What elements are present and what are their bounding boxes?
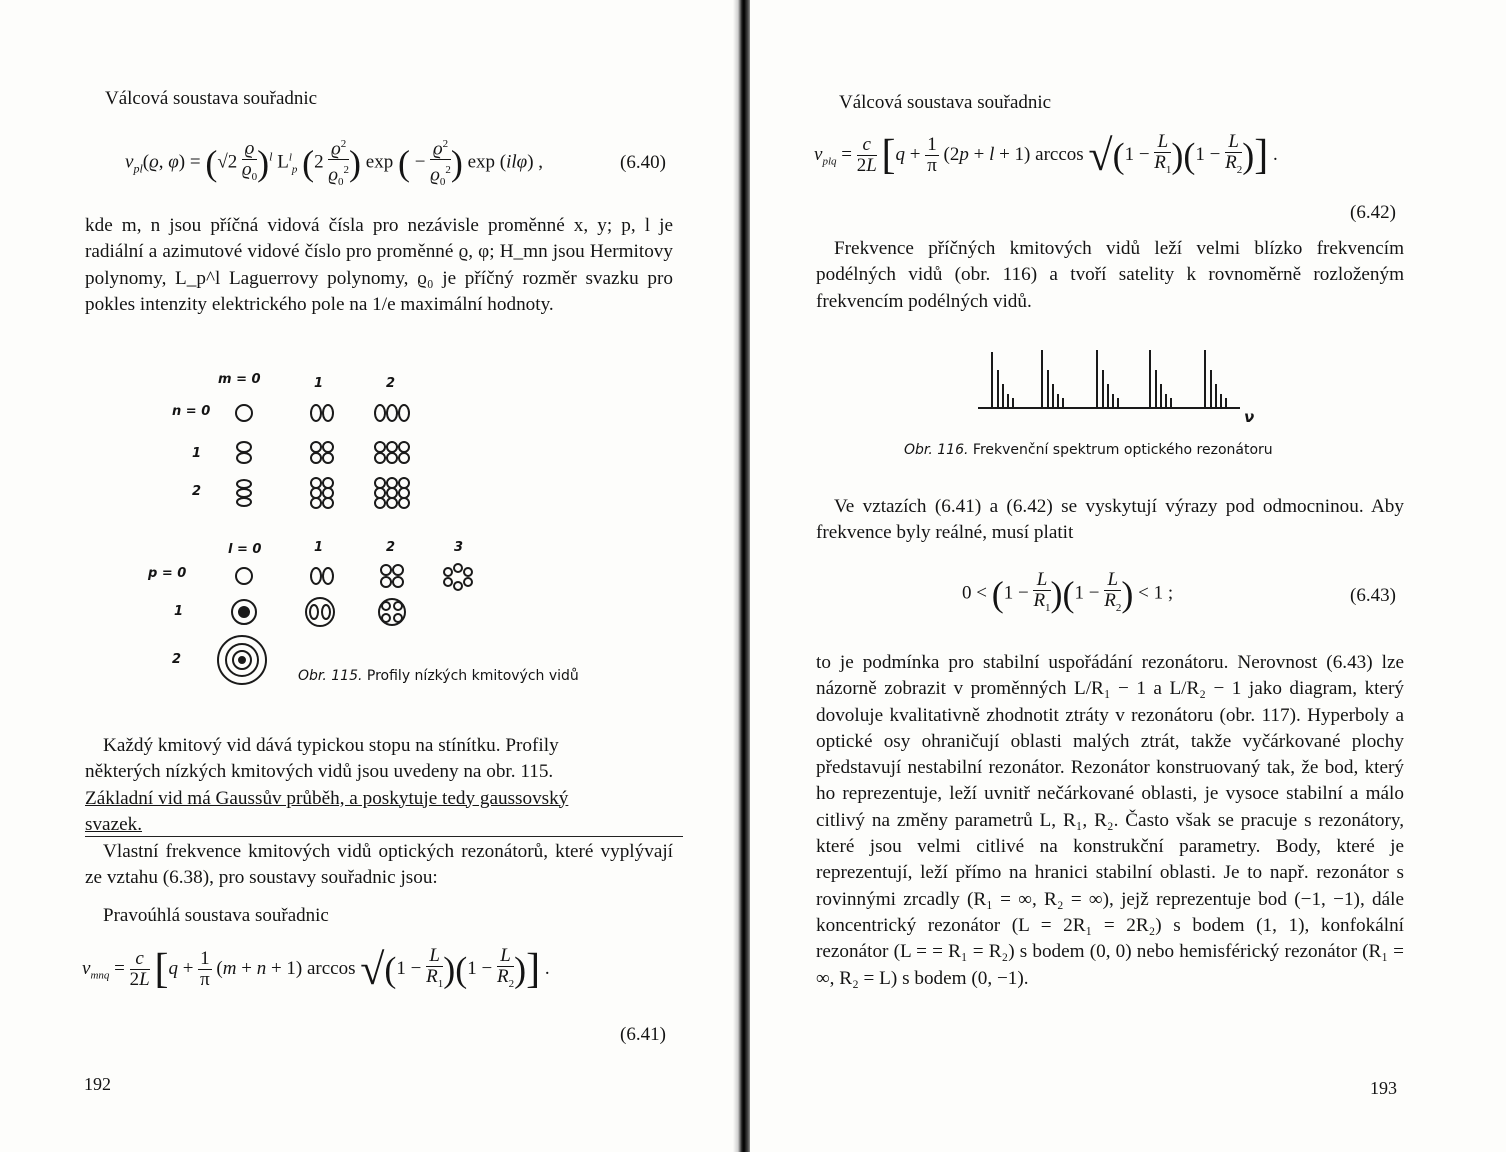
fig115-l-header: l = 0 [228, 542, 262, 557]
paragraph-mode-numbers: kde m, n jsou příčná vidová čísla pro nezávisle proměnné x, y; p, l je radiální a azimutové vidové číslo pro proměnné ϱ, φ; H_mn jsou Hermitovy polynomy, L_p^l Laguerrovy polynomy, ϱ₀ je příčný rozměr svazku pro pokles intenzity elektrického pole na 1/e maximální hodnoty. [85, 215, 673, 315]
fig115-m-col-2: 2 [386, 376, 396, 391]
heading-cylindrical-left: Válcová soustava souřadnic [105, 88, 318, 109]
equation-number-6-43: (6.43) [1350, 585, 1396, 606]
fig115-n-row-2: 2 [192, 484, 202, 499]
page-number-left: 192 [84, 1074, 111, 1094]
profiles-line-2: některých nízkých kmitových vidů jsou uvedeny na obr. 115. [85, 761, 554, 783]
mode-lg03 [444, 564, 472, 590]
fig115-caption-label: Obr. 115. [298, 668, 363, 684]
right-page [750, 0, 1506, 1152]
fig115-caption-text: Profily nízkých kmitových vidů [366, 668, 579, 684]
mode-tem22 [375, 478, 409, 508]
fig115-p-row-2: 2 [172, 652, 182, 667]
spectrum-group-4 [1150, 350, 1171, 408]
paragraph-real-condition: Ve vztazích (6.41) a (6.42) se vyskytují výrazy pod odmocninou. Aby frekvence byly reálné, musí platit [816, 496, 1404, 544]
page-number-right: 193 [1370, 1078, 1397, 1098]
underline-rule [85, 836, 683, 837]
equation-6-40: $v_{pl}(ϱ$, φ) = (√2 $\frac{ϱ}{ϱ_0}$ )$^l$ $L^l_p$ (2 $\frac{ϱ^2}{ϱ_0^2}$ ) exp ( − $\frac{ϱ^2}{ϱ_0^2}$ ) exp (ilφ) , [125, 134, 543, 192]
mode-lg12 [379, 599, 405, 625]
paragraph-mode-profiles [85, 733, 673, 838]
mode-lg11 [306, 598, 334, 626]
spectrum-group-1 [992, 352, 1013, 408]
equation-6-41: $v_{mnq}$ = $\frac{c}{2L}$ [q + $\frac{1}{\pi}$ (m + n + 1) arccos √(1 − $\frac{L}{R_1}$ )(1 − $\frac{L}{R_2}$ )] . [82, 944, 550, 994]
mode-tem02 [237, 480, 251, 506]
mode-lg01 [311, 568, 333, 584]
fig115-m-col-1: 1 [314, 376, 324, 391]
mode-lg10 [232, 600, 256, 624]
fig115-p-header: p = 0 [148, 566, 187, 581]
mode-lg00 [236, 568, 252, 584]
mode-tem12 [311, 478, 333, 508]
fig115-p-row-1: 1 [174, 604, 184, 619]
heading-rectangular: Pravoúhlá soustava souřadnic [103, 905, 329, 926]
fig115-mode-patterns [0, 0, 736, 700]
mode-tem20 [375, 405, 409, 421]
fig115-l-col-1: 1 [314, 540, 324, 555]
spectrum-group-3 [1097, 350, 1118, 408]
spectrum-group-2 [1042, 350, 1063, 408]
mode-tem00 [236, 405, 252, 421]
equation-6-42: $v_{plq}$ = $\frac{c}{2L}$ [q + $\frac{1}{\pi}$ (2p + l + 1) arccos √(1 − $\frac{L}{R_1}$ )(1 − $\frac{L}{R_2}$ )] . [814, 130, 1278, 180]
fig116-spectrum [750, 0, 1506, 430]
fig115-m-header: m = 0 [218, 372, 261, 387]
fig116-caption [904, 442, 1273, 458]
left-page [0, 0, 736, 1152]
fig115-l-col-2: 2 [386, 540, 396, 555]
equation-number-6-42: (6.42) [1350, 202, 1396, 223]
equation-number-6-40: (6.40) [620, 152, 666, 173]
fig115-n-header: n = 0 [172, 404, 211, 419]
fig115-n-row-1: 1 [192, 446, 202, 461]
profiles-line-1: Každý kmitový vid dává typickou stopu na stínítku. Profily [103, 735, 559, 756]
paragraph-eigenfrequencies: Vlastní frekvence kmitových vidů optických rezonátorů, které vyplývají ze vztahu (6.38), pro soustavy souřadnic jsou: [85, 841, 673, 889]
equation-6-43: 0 < (1 − $\frac{L}{R_1}$ )(1 − $\frac{L}{R_2}$ ) < 1 ; [962, 569, 1174, 614]
profiles-line-4: svazek. [85, 813, 143, 835]
fig115-l-col-3: 3 [454, 540, 464, 555]
fig116-caption-text: Frekvenční spektrum optického rezonátoru [972, 442, 1273, 458]
fig116-caption-label: Obr. 116. [904, 442, 969, 458]
mode-tem11 [311, 442, 333, 463]
paragraph-transverse-frequencies: Frekvence příčných kmitových vidů leží velmi blízko frekvencím podélných vidů (obr. 116) a tvoří satelity k rovnoměrně rozloženým frekvencím podélných vidů. [816, 238, 1404, 312]
equation-number-6-41: (6.41) [620, 1024, 666, 1045]
mode-lg20 [218, 636, 266, 684]
mode-lg02 [381, 565, 403, 587]
mode-tem01 [237, 442, 251, 463]
fig116-axis-label: ν [1244, 408, 1255, 426]
profiles-line-3: Základní vid má Gaussův průběh, a poskytuje tedy gaussovský [85, 787, 569, 809]
fig115-caption [298, 668, 579, 684]
spectrum-group-5 [1205, 350, 1226, 408]
mode-tem21 [375, 442, 409, 463]
heading-cylindrical-right: Válcová soustava souřadnic [839, 92, 1052, 113]
mode-tem10 [311, 405, 333, 421]
paragraph-stability: to je podmínka pro stabilní uspořádání rezonátoru. Nerovnost (6.43) lze názorně zobrazit v proměnných L/R₁ − 1 a L/R₂ − 1 jako diagram, který dovoluje kvalitativně zhodnotit ztráty v rezonátoru (obr. 117). Hyperboly a optické osy ohraničují oblasti malých ztrát, takže vyčárkované plochy představují nestabilní rezonátor. Rezonátor konstruovaný tak, že bod, který ho reprezentuje, leží uvnitř nečárkované oblasti, je vysoce stabilní a málo citlivý na změny parametrů L, R₁, R₂. Často však se pracuje s rezonátory, které jsou velmi citlivé na konstrukční parametry. Body, které je reprezentují, leží přímo na hranici stabilní oblasti. Je to např. rezonátor s rovinnými zrcadly (R₁ = ∞, R₂ = ∞), jejž reprezentuje bod (−1, −1), dále koncentrický rezonátor (L = 2R₁ = 2R₂) s bodem (1, 1), konfokální rezonátor (L = = R₁ = R₂) s bodem (0, 0) nebo hemisférický rezonátor (R₁ = ∞, R₂ = L) s bodem (0, −1). [816, 652, 1404, 989]
